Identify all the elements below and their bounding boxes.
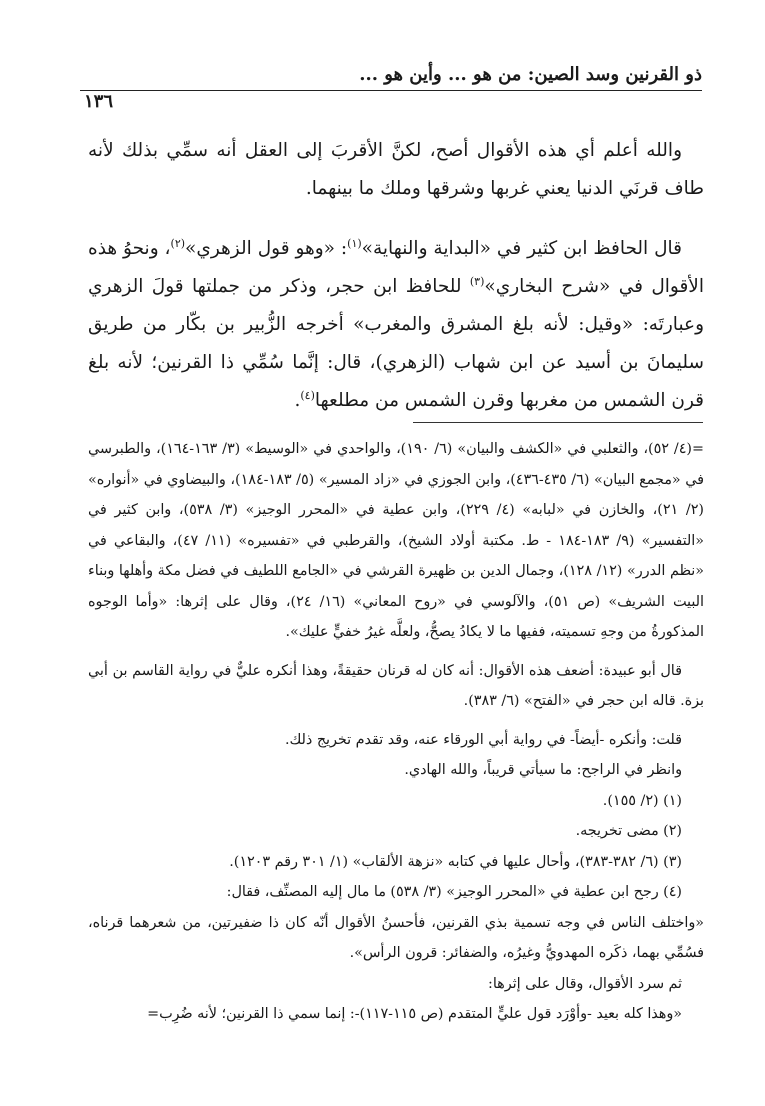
footnote: قال أبو عبيدة: أضعف هذه الأقوال: أنه كان له قرنان حقيقةً، وهذا أنكره عليٌّ في رواية القاسم بن أبي بزة. قاله ابن حجر في «الفتح» (٦/ ٣٨٣). [88, 662, 704, 709]
paragraph: والله أعلم أي هذه الأقوال أصح، لكنَّ الأقربَ إلى العقل أنه سمِّي بذلك لأنه طاف قرنَي الدنيا يعني غربها وشرقها وملك ما بينهما. [88, 140, 704, 199]
running-title: ذو القرنين وسد الصين: من هو ... وأين هو ... [359, 64, 702, 85]
footnote-separator [413, 422, 703, 423]
footnote-ref: (٤) [300, 388, 315, 402]
text-run: للحافظ ابن حجر، وذكر من جملتها قولَ الزهري وعبارتَه: «وقيل: لأنه بلغ المشرق والمغرب» أخرجه الزُّبير بن بكّار من طريق سليمانَ بن أسيد عن ابن شهاب (الزهري)، قال: إنَّما سُمِّي ذا القرنين؛ لأنه بلغ قرن الشمس من مغربها وقرن الشمس من مطلعها [88, 276, 704, 411]
main-text [88, 132, 704, 420]
footnote: (٤) رجح ابن عطية في «المحرر الوجيز» (٣/ ٥٣٨) ما مال إليه المصنِّف، فقال: [226, 884, 682, 900]
running-header [80, 64, 702, 112]
footnote-ref: (٢) [170, 236, 186, 250]
footnote: (١) (٢/ ١٥٥). [602, 792, 682, 809]
footnote: =(٤/ ٥٢)، والثعلبي في «الكشف والبيان» (٦/ ١٩٠)، والواحدي في «الوسيط» (٣/ ١٦٣-١٦٤)، والطبرسي في «مجمع البيان» (٦/ ٤٣٥-٤٣٦)، وابن الجوزي في «زاد المسير» (٥/ ١٨٣-١٨٤)، والبيضاوي في «أنواره» (٢/ ٢١)، والخازن في «لبابه» (٤/ ٢٢٩)، وابن عطية في «المحرر الوجيز» (٣/ ٥٣٨)، وابن كثير في «التفسير» (٩/ ١٨٣-١٨٤ - ط. مكتبة أولاد الشيخ)، والقرطبي في «تفسيره» (١١/ ٤٧)، والبقاعي في «نظم الدرر» (١٢/ ١٢٨)، وجمال الدين بن ظهيرة القرشي في «الجامع اللطيف في فضل مكة وأهلها وبناء البيت الشريف» (ص ٥١)، والآلوسي في «روح المعاني» (١٦/ ٢٤)، وقال على إثرها: «وأما الوجوه المذكورةُ من وجهِ تسميته، ففيها ما لا يكادُ يصحُّ، ولعلَّه غيرُ خفيٍّ عليك». [88, 441, 704, 640]
footnotes [88, 434, 704, 1030]
text-run: ، ونحوُ هذه الأقوال في «شرح البخاري» [88, 238, 704, 297]
paragraph [88, 230, 704, 420]
text-run: قال الحافظ ابن كثير في «البداية والنهاية» [361, 238, 683, 259]
footnote: قلت: وأنكره -أيضاً- في رواية أبي الورقاء عنه، وقد تقدم تخريج ذلك. [284, 731, 682, 748]
footnote: وانظر في الراجح: ما سيأتي قريباً، والله الهادي. [404, 762, 682, 778]
text-run: : «وهو قول الزهري» [185, 238, 348, 259]
footnote-ref: (٣) [469, 274, 485, 288]
footnote: (٢) مضى تخريجه. [575, 823, 682, 839]
footnote: ثم سرد الأقوال، وقال على إثرها: [488, 975, 682, 992]
page-number: ١٣٦ [78, 91, 119, 112]
footnote-ref: (١) [347, 236, 362, 250]
footnote: «واختلف الناس في وجه تسمية بذي القرنين، فأحسنُ الأقوال أنّه كان ذا ضفيرتين، من شعرهما قرناه، فسُمِّي بهما، ذكَره المهدويُّ وغيرُه، والضفائر: قرون الرأس». [88, 914, 704, 961]
footnote: (٣) (٦/ ٣٨٢-٣٨٣)، وأحال عليها في كتابه «نزهة الألقاب» (١/ ٣٠١ رقم ١٢٠٣). [229, 853, 682, 870]
header-rule [80, 90, 702, 91]
footnote: «وهذا كله بعيد -وأوْرَد قول عليٍّ المتقدم (ص ١١٥-١١٧)-: إنما سمي ذا القرنين؛ لأنه ضُرِب= [147, 1006, 682, 1022]
text-run: . [294, 390, 301, 411]
